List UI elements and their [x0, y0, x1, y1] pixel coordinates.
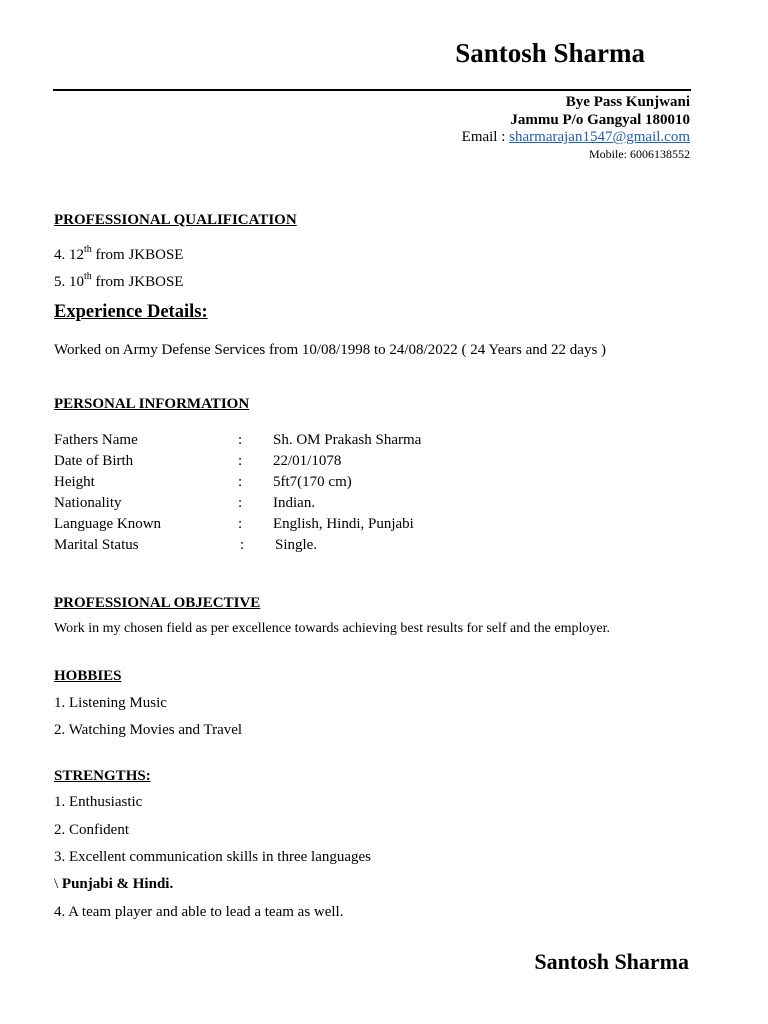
header-divider	[53, 89, 691, 91]
personal-colon: :	[238, 432, 243, 448]
strength-item: 2. Confident	[54, 822, 129, 838]
strength-item: 1. Enthusiastic	[54, 794, 143, 810]
address-line-1: Bye Pass Kunjwani	[565, 94, 690, 110]
personal-label: Date of Birth	[54, 453, 134, 469]
strength-item: 3. Excellent communication skills in three languages	[54, 849, 371, 865]
email-label: Email :	[461, 129, 510, 145]
strengths-heading: STRENGTHS:	[54, 768, 151, 784]
personal-label: Language Known	[54, 516, 162, 532]
personal-info-heading: PERSONAL INFORMATION	[54, 396, 250, 412]
strength-item: 4. A team player and able to lead a team as well.	[54, 904, 344, 920]
personal-value: Single.	[275, 537, 318, 553]
hobby-item: 1. Listening Music	[54, 695, 167, 711]
strength-item-continuation: \ Punjabi & Hindi.	[54, 876, 174, 892]
experience-heading: Experience Details:	[54, 302, 208, 322]
personal-label: Nationality	[54, 495, 122, 511]
objective-text: Work in my chosen field as per excellence towards achieving best results for self and the employer.	[54, 621, 610, 636]
signature-name: Santosh Sharma	[534, 949, 689, 974]
personal-colon: :	[238, 516, 243, 532]
personal-label: Marital Status	[54, 537, 139, 553]
personal-colon: :	[238, 495, 243, 511]
personal-value: 5ft7(170 cm)	[273, 474, 352, 490]
personal-value: Indian.	[273, 495, 316, 511]
hobbies-heading: HOBBIES	[54, 668, 122, 684]
address-line-2: Jammu P/o Gangyal 180010	[510, 112, 690, 128]
personal-label: Height	[54, 474, 95, 490]
personal-label: Fathers Name	[54, 432, 138, 448]
personal-colon: :	[238, 474, 243, 490]
email-link[interactable]: sharmarajan1547@gmail.com	[509, 129, 690, 145]
personal-value: Sh. OM Prakash Sharma	[273, 432, 422, 448]
experience-text: Worked on Army Defense Services from 10/08/1998 to 24/08/2022 ( 24 Years and 22 days )	[54, 342, 607, 358]
personal-value: English, Hindi, Punjabi	[273, 516, 414, 532]
personal-colon: :	[238, 453, 243, 469]
personal-value: 22/01/1078	[273, 453, 342, 469]
qualification-item: 4. 12th from JKBOSE	[54, 244, 184, 263]
objective-heading: PROFESSIONAL OBJECTIVE	[54, 595, 261, 611]
hobby-item: 2. Watching Movies and Travel	[54, 722, 243, 738]
qualification-heading: PROFESSIONAL QUALIFICATION	[54, 212, 297, 228]
personal-colon: :	[240, 537, 245, 553]
qualification-item: 5. 10th from JKBOSE	[54, 271, 184, 290]
page-title: Santosh Sharma	[455, 38, 645, 68]
mobile-number: Mobile: 6006138552	[589, 147, 690, 161]
email-line	[462, 128, 690, 146]
